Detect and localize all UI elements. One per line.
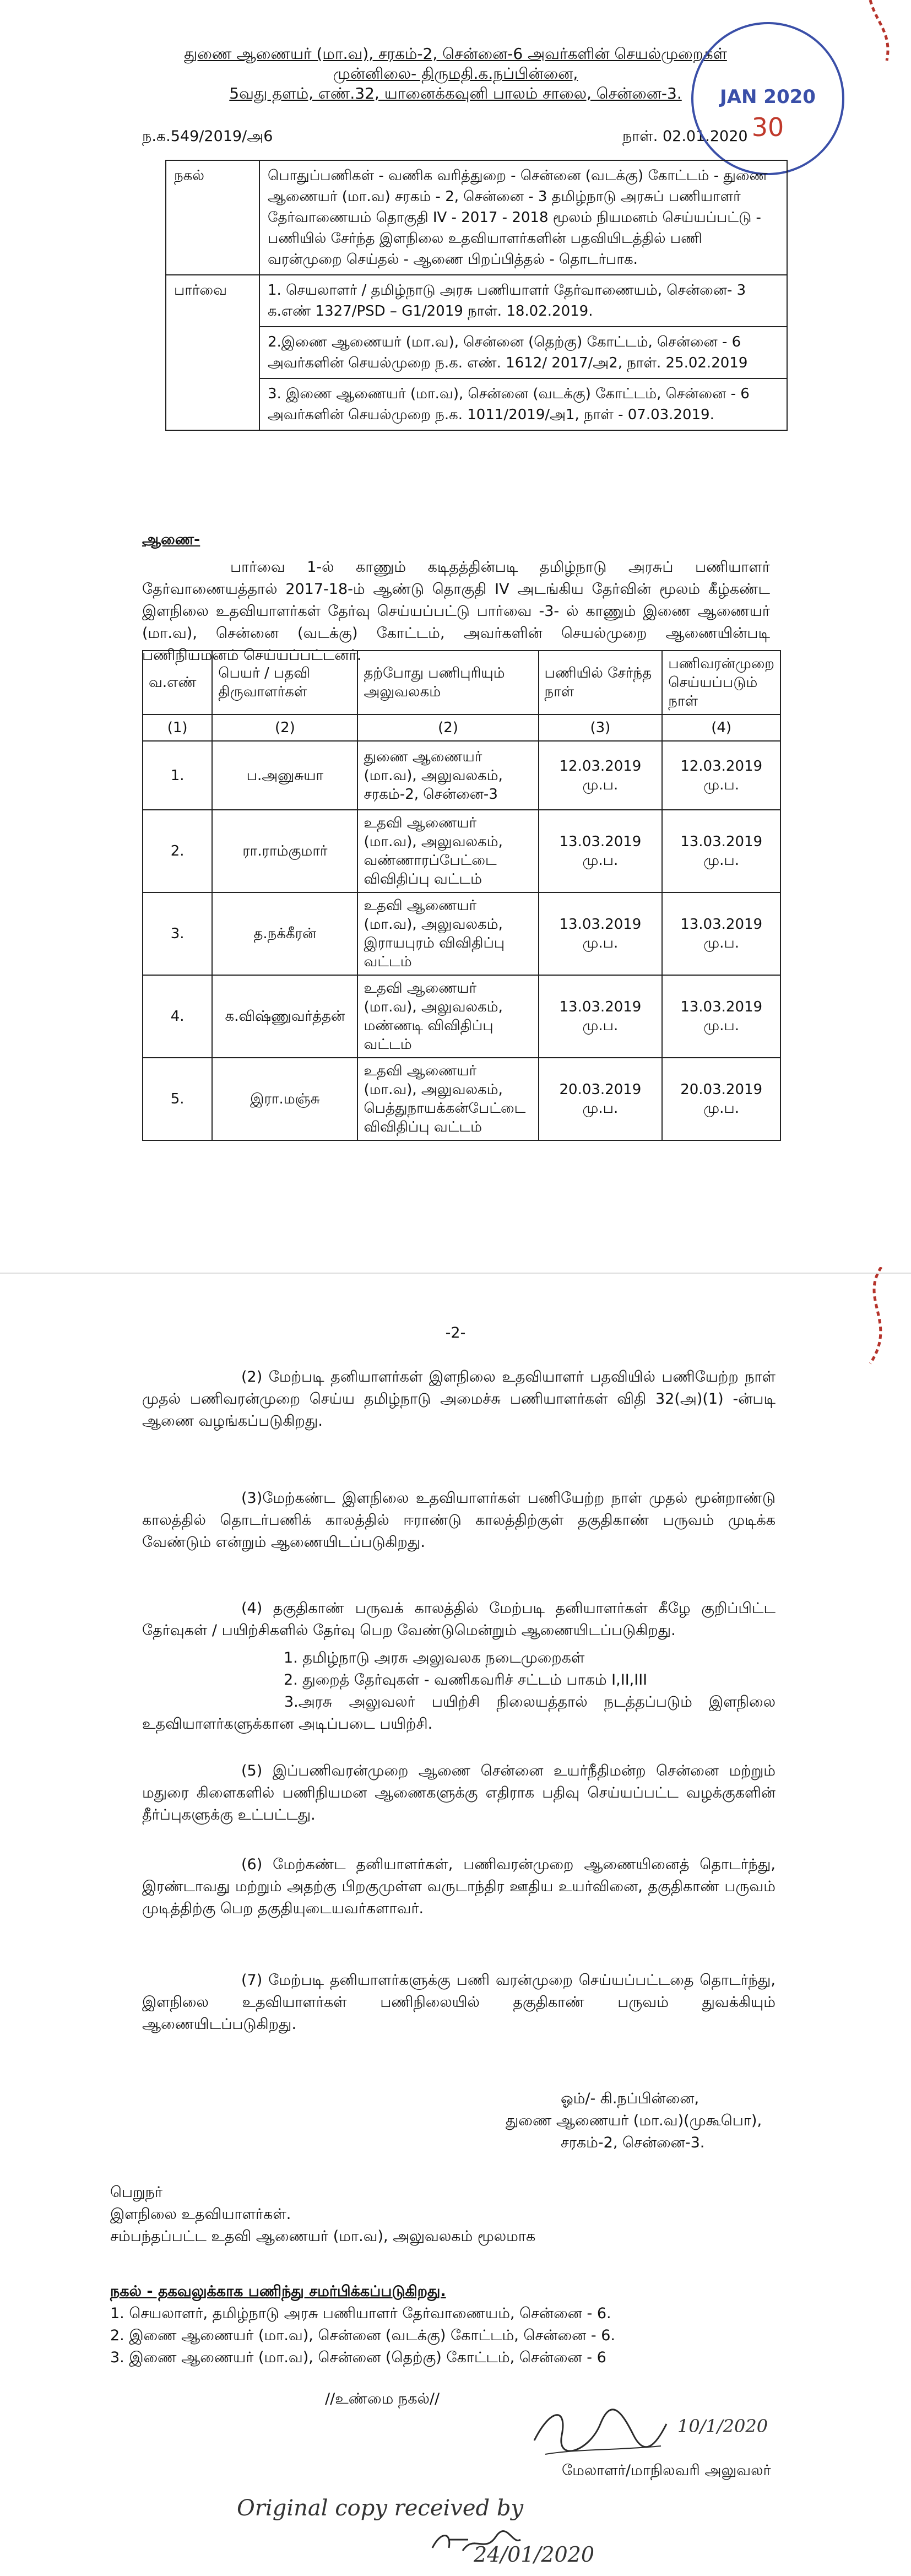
recipients-block [110,2182,771,2248]
row-joined: 13.03.2019 மு.ப. [539,892,663,975]
paragraph-2: (2) மேற்படி தனியாளர்கள் இளநிலை உதவியாளர் பதவியில் பணியேற்ற நாள் முதல் பணிவரன்முறை செய்ய தமிழ்நாடு அமைச்சு பணியாளர்கள் விதி 32(அ)(1) -ன்படி ஆணை வழங்கப்படுகிறது. [142,1368,776,1430]
row-regularized: 13.03.2019 மு.ப. [662,892,780,975]
row-office: உதவி ஆணையர் (மா.வ), அலுவலகம், மண்ணடி விவிதிப்பு வட்டம் [357,975,538,1058]
copy-item: 3. இணை ஆணையர் (மா.வ), சென்னை (தெற்கு) கோட்டம், சென்னை - 6 [110,2349,606,2366]
col-number: (2) [212,715,357,741]
subject-text: பொதுப்பணிகள் - வணிக வரித்துறை - சென்னை (வடக்கு) கோட்டம் - துணை ஆணையர் (மா.வ) சரகம் - 2, சென்னை - 3 தமிழ்நாடு அரசுப் பணியாளர் தேர்வாணையம் தொகுதி IV - 2017 - 2018 மூலம் நியமனம் செய்யப்பட்டு - பணியில் சேர்ந்த இளநிலை உதவியாளர்களின் பதவியிடத்தில் பணி வரன்முறை செய்தல் - ஆணை பிறப்பித்தல் - தொடர்பாக. [259,160,787,275]
recipient-item: சம்பந்தப்பட்ட உதவி ஆணையர் (மா.வ), அலுவலகம் மூலமாக [110,2228,536,2245]
row-name: த.நக்கீரன் [212,892,357,975]
row-joined: 12.03.2019 மு.ப. [539,741,663,810]
row-name: க.விஷ்ணுவர்த்தன் [212,975,357,1058]
col-number: (2) [357,715,538,741]
string-tag-middle [848,1267,909,1366]
header-joined: பணியில் சேர்ந்த நாள் [539,651,663,715]
copies-block [110,2281,771,2369]
reference-date: நாள். 02.01.2020 [622,128,748,145]
row-sno: 5. [143,1058,212,1140]
row-regularized: 12.03.2019 மு.ப. [662,741,780,810]
table-row [143,1058,780,1140]
row-name: ரா.ராம்குமார் [212,810,357,892]
paragraph-7: (7) மேற்படி தனியாளர்களுக்கு பணி வரன்முறை செய்யப்பட்டதை தொடர்ந்து, இளநிலை உதவியாளர்கள் பணிநிலையில் தகுதிகாண் பருவம் துவக்கியும் ஆணையிடப்படுகிறது. [142,1972,776,2033]
paragraph-6: (6) மேற்கண்ட தனியாளர்கள், பணிவரன்முறை ஆணையினைத் தொடர்ந்து, இரண்டாவது மற்றும் அதற்கு பிறகுமுள்ள வருடாந்திர ஊதிய உயர்வினை, தகுதிகாண் பருவம் முடித்திற்கு பெற தகுதியுடையவர்களாவர். [142,1856,776,1917]
signature [529,2402,672,2463]
signoff-line-2: துணை ஆணையர் (மா.வ)(முகூபொ), [506,2112,762,2129]
table-row [143,741,780,810]
officer-title: மேலாளர்/மாநிலவரி அலுவலர் [562,2462,771,2479]
table-row [143,810,780,892]
exam-item: 2. துறைத் தேர்வுகள் - வணிகவரிச் சட்டம் பாகம் I,II,III [284,1671,648,1689]
copy-item: 1. செயலாளர், தமிழ்நாடு அரசு பணியாளர் தேர்வாணையம், சென்னை - 6. [110,2305,611,2322]
paragraph-5: (5) இப்பணிவரன்முறை ஆணை சென்னை உயர்நீதிமன்ற சென்னை மற்றும் மதுரை கிளைகளில் பணிநியமன ஆணைகளுக்கு எதிராக பதிவு செய்யப்பட்ட வழக்குகளின் தீர்ப்புகளுக்கு உட்பட்டது. [142,1762,776,1823]
row-sno: 2. [143,810,212,892]
col-number: (4) [662,715,780,741]
copy-label: நகல் - தகவலுக்காக பணிந்து சமர்பிக்கப்படுகிறது. [110,2283,446,2300]
reference-number: ந.க.549/2019/அ6 [142,128,273,145]
handwritten-note: Original copy received by [237,2496,524,2521]
col-number: (3) [539,715,663,741]
signoff-block [506,2088,803,2154]
reference-item-2: 2.இணை ஆணையர் (மா.வ), சென்னை (தெற்கு) கோட்டம், சென்னை - 6 அவர்களின் செயல்முறை ந.க. எண். 1612/ 2017/அ2, நாள். 25.02.2019 [259,327,787,378]
row-office: உதவி ஆணையர் (மா.வ), அலுவலகம், வண்ணாரப்பேட்டை விவிதிப்பு வட்டம் [357,810,538,892]
exam-item: 1. தமிழ்நாடு அரசு அலுவலக நடைமுறைகள் [284,1649,585,1666]
office-stamp [691,22,844,175]
row-name: இரா.மஞ்சு [212,1058,357,1140]
row-sno: 3. [143,892,212,975]
row-sno: 1. [143,741,212,810]
row-office: உதவி ஆணையர் (மா.வ), அலுவலகம், இராயபுரம் விவிதிப்பு வட்டம் [357,892,538,975]
header-line-1: துணை ஆணையர் (மா.வ), சரகம்-2, சென்னை-6 அவர்களின் செயல்முறைகள் [184,45,727,63]
true-copy-label: //உண்மை நகல்// [325,2390,440,2407]
row-office: உதவி ஆணையர் (மா.வ), அலுவலகம், பெத்துநாயக்கன்பேட்டை விவிதிப்பு வட்டம் [357,1058,538,1140]
signoff-line-3: சரகம்-2, சென்னை-3. [561,2134,705,2151]
handwritten-date: 24/01/2020 [474,2542,595,2567]
header-office: தற்போது பணிபுரியும் அலுவலகம் [357,651,538,715]
row-regularized: 13.03.2019 மு.ப. [662,975,780,1058]
header-regularized: பணிவரன்முறை செய்யப்படும் நாள் [662,651,780,715]
recipient-label: பெறுநர் [110,2184,163,2201]
signature-date: 10/1/2020 [677,2416,768,2437]
row-joined: 13.03.2019 மு.ப. [539,810,663,892]
row-office: துணை ஆணையர் (மா.வ), அலுவலகம், சரகம்-2, சென்னை-3 [357,741,538,810]
header-sno: வ.எண் [143,651,212,715]
copy-item: 2. இணை ஆணையர் (மா.வ), சென்னை (வடக்கு) கோட்டம், சென்னை - 6. [110,2327,615,2344]
signoff-line-1: ஓம்/- கி.நப்பின்னை, [561,2090,699,2107]
row-joined: 20.03.2019 மு.ப. [539,1058,663,1140]
exam-item-3: 3.அரசு அலுவலர் பயிற்சி நிலையத்தால் நடத்தப்படும் இளநிலை உதவியாளர்களுக்கான அடிப்படை பயிற்சி. [142,1693,776,1733]
table-row [143,975,780,1058]
col-number: (1) [143,715,212,741]
order-intro: பார்வை 1-ல் காணும் கடிதத்தின்படி தமிழ்நாடு அரசுப் பணியாளர் தேர்வாணையத்தால் 2017-18-ம் ஆண்டு தொகுதி IV அடங்கிய தேர்வின் மூலம் கீழ்கண்ட இளநிலை உதவியாளர்கள் தேர்வு செய்யப்பட்டு பார்வை -3- ல் காணும் இணை ஆணையர் (மா.வ), சென்னை (வடக்கு) கோட்டம், அவர்களின் செயல்முறை ஆணையின்படி பணிநியமனம் செய்யப்பட்டனர். [142,559,770,664]
subject-reference-table [165,160,788,431]
header-line-2: முன்னிலை- திருமதி.க.நப்பின்னை, [333,64,578,83]
row-name: ப.அனுசுயா [212,741,357,810]
paragraph-3: (3)மேற்கண்ட இளநிலை உதவியாளர்கள் பணியேற்ற நாள் முதல் மூன்றாண்டு காலத்தில் தொடர்பணிக் காலத்தில் ஈராண்டு காலத்திற்குள் தகுதிகாண் பருவம் முடிக்க வேண்டும் என்றும் ஆணையிடப்படுகிறது. [142,1490,776,1551]
row-regularized: 13.03.2019 மு.ப. [662,810,780,892]
exam-list [284,1647,774,1691]
paragraph-4: (4) தகுதிகாண் பருவக் காலத்தில் மேற்படி தனியாளர்கள் கீழே குறிப்பிட்ட தேர்வுகள் / பயிற்சிகளில் தேர்வு பெற வேண்டுமென்றும் ஆணையிடப்படுகிறது. [142,1600,776,1639]
header-name: பெயர் / பதவி திருவாளர்கள் [212,651,357,715]
stamp-date-text: JAN 2020 [720,86,816,108]
staff-table [142,650,781,1141]
subject-label: நகல் [166,160,259,275]
page-break [0,1273,911,1274]
stamp-day: 30 [751,112,784,142]
row-regularized: 20.03.2019 மு.ப. [662,1058,780,1140]
row-joined: 13.03.2019 மு.ப. [539,975,663,1058]
header-line-3: 5வது தளம், எண்.32, யானைக்கவுனி பாலம் சாலை, சென்னை-3. [229,84,682,102]
order-label: ஆணை- [142,531,200,548]
row-sno: 4. [143,975,212,1058]
page-number: -2- [445,1324,466,1341]
table-row [143,892,780,975]
reference-item-1: 1. செயலாளர் / தமிழ்நாடு அரசு பணியாளர் தேர்வாணையம், சென்னை- 3 க.எண் 1327/PSD – G1/2019 நாள். 18.02.2019. [259,275,787,327]
references-label: பார்வை [166,275,259,430]
recipient-item: இளநிலை உதவியாளர்கள். [110,2206,291,2223]
reference-item-3: 3. இணை ஆணையர் (மா.வ), சென்னை (வடக்கு) கோட்டம், சென்னை - 6 அவர்களின் செயல்முறை ந.க. 1011/2019/அ1, நாள் - 07.03.2019. [259,378,787,430]
